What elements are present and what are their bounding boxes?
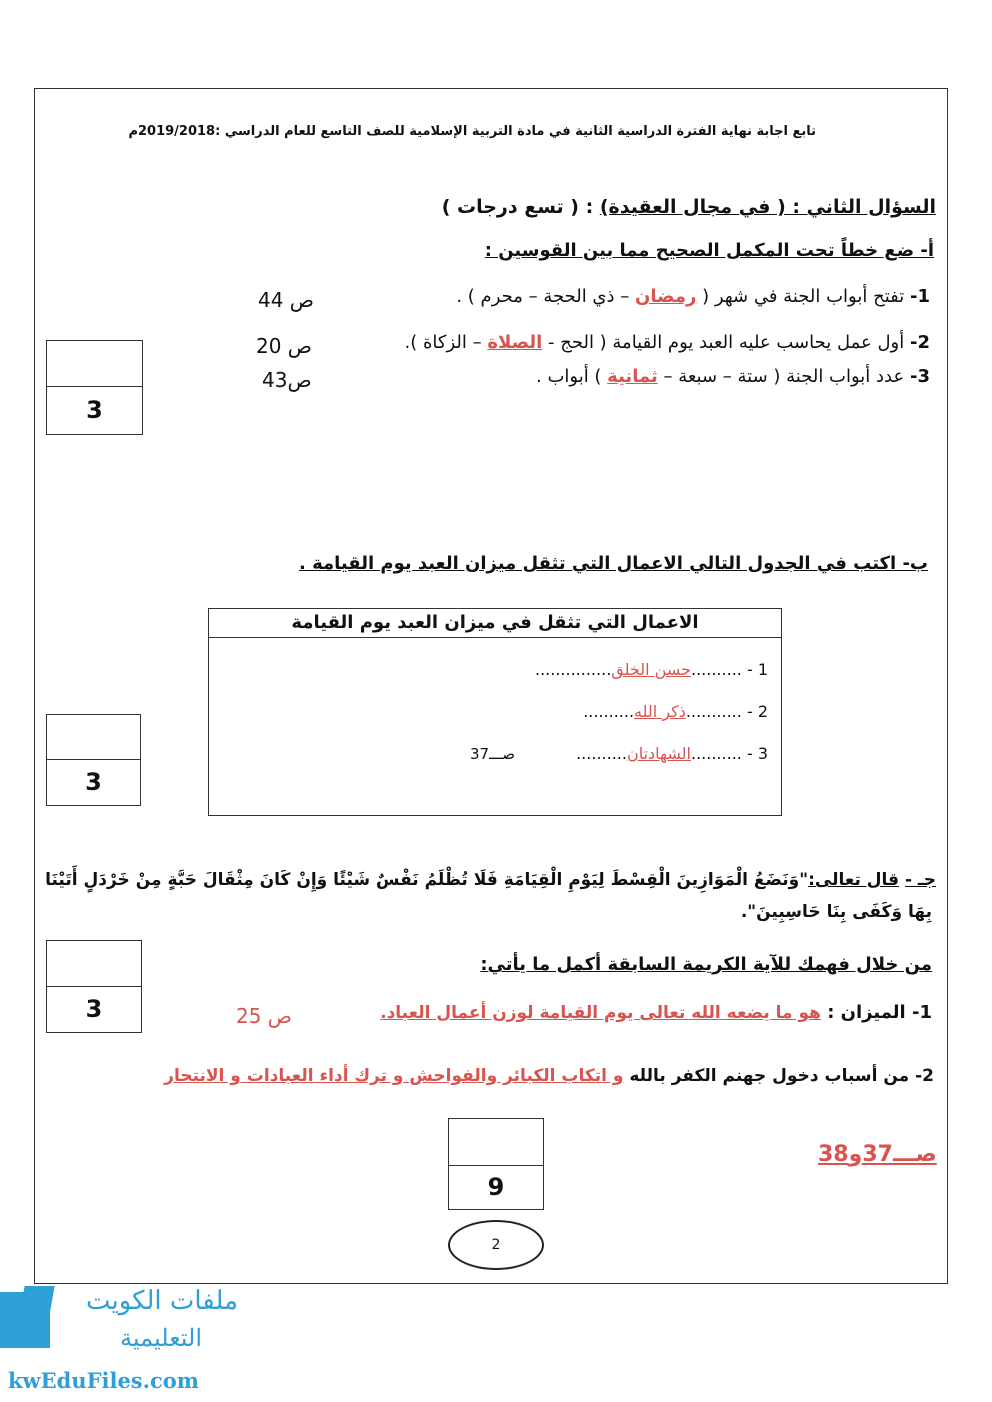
item-answer: رمضان [634,286,697,307]
part-a-score-box [46,340,143,435]
part-a-item-2 [405,332,931,353]
part-c-verse-line-1 [45,870,936,890]
row-dots-before: .......... [691,744,742,763]
question-title-text: السؤال الثاني : ( في مجال العقيدة) [599,196,936,218]
part-a-item-1 [456,286,930,307]
item-label: 2- من أسباب دخول جهنم الكفر بالله [629,1066,934,1086]
item-number: 2- [909,332,930,353]
item-answer: و اتكاب الكبائر والفواحش و ترك أداء العبادات و الانتحار [164,1066,624,1086]
logo-subtitle: التعليمية [120,1324,202,1352]
row-dots-after: ............... [534,660,612,679]
row-number: 2 - [746,702,768,721]
part-a-instruction: أ- ضع خطاً تحت المكمل الصحيح مما بين القوسين : [484,240,934,261]
part-a-item-3 [536,366,930,387]
item-answer: الصلاة [487,332,543,353]
table-row-2 [583,702,768,721]
item-text-before: عدد أبواب الجنة ( ستة – سبعة – [657,366,905,387]
row-answer: ذكر الله [634,702,686,721]
watermark-logo [0,1282,246,1402]
table-row-3 [576,744,768,763]
row-dots-before: .......... [691,660,742,679]
part-b-instruction: ب- اكتب في الجدول التالي الاعمال التي تثقل ميزان العبد يوم القيامة . [298,553,928,574]
row-answer: حسن الخلق [611,660,691,679]
item-text-before: أول عمل يحاسب عليه العبد يوم القيامة ( الحج - [542,332,905,353]
question-title [442,196,936,218]
row-dots-after: .......... [583,702,635,721]
item-answer: هو ما يضعه الله تعالى يوم القيامة لوزن أعمال العباد. [380,1003,821,1023]
item-text-after: ) أبواب . [536,366,608,387]
item-number: 3- [909,366,930,387]
row-number: 3 - [746,744,768,763]
item-answer: ثمانية [607,366,658,387]
page-number: 2 [448,1220,544,1270]
item-text-before: تفتح أبواب الجنة في شهر ( [696,286,905,307]
part-a-score: 3 [86,396,103,424]
part-c-verse-line-2: بِهَا وَكَفَى بِنَا حَاسِبِينَ". [740,902,932,922]
document-header: تابع اجابة نهاية الفترة الدراسية الثانية في مادة التربية الإسلامية للصف التاسع للعام الدراسي :2019/2018م [128,124,816,139]
logo-site: kwEduFiles.com [8,1368,199,1393]
total-score-box [448,1118,544,1210]
verse-text-1: "وَنَضَعُ الْمَوَازِينَ الْقِسْطَ لِيَوْمِ الْقِيَامَةِ فَلَا تُظْلَمُ نَفْسٌ شَيْئًا وَإِنْ كَانَ مِثْقَالَ حَبَّةٍ مِنْ خَرْدَلٍ أَتَيْنَا [45,870,809,890]
item-text-after: – الزكاة ). [404,332,488,353]
part-c-instruction: من خلال فهمك للآية الكريمة السابقة أكمل ما يأتي: [480,954,932,975]
row-dots-before: ........... [685,702,742,721]
part-c-item-1-page: ص 25 [236,1004,292,1028]
part-c-score-box [46,940,142,1033]
row-answer: الشهادتان [626,744,691,763]
part-a-item-1-page: ص 44 [258,288,314,312]
part-c-item-1 [380,1002,932,1023]
part-a-item-3-page: ص43 [262,368,312,392]
part-b-score: 3 [85,768,102,796]
table-header: الاعمال التي تثقل في ميزان العبد يوم القيامة [209,609,781,638]
item-label: 1- الميزان : [827,1002,932,1023]
item-text-after: – ذي الحجة – محرم ) . [456,286,635,307]
question-marks: : ( تسع درجات ) [441,196,594,218]
total-score: 9 [487,1173,505,1201]
item-number: 1- [909,286,930,307]
part-c-label: جـ - [904,870,936,890]
part-c-score: 3 [85,995,103,1023]
logo-title: ملفات الكويت [85,1286,238,1316]
row-number: 1 - [746,660,768,679]
part-c-item-2 [164,1066,934,1086]
part-b-score-box [46,714,141,806]
logo-icon-step [19,1286,54,1316]
verse-intro: قال تعالى: [808,870,900,890]
part-c-page-ref: صـــ37و38 [818,1142,937,1167]
table-row-3-page: صـــ37 [470,745,516,763]
row-dots-after: .......... [576,744,627,763]
table-row-1 [535,660,768,679]
part-a-item-2-page: ص 20 [256,334,312,358]
